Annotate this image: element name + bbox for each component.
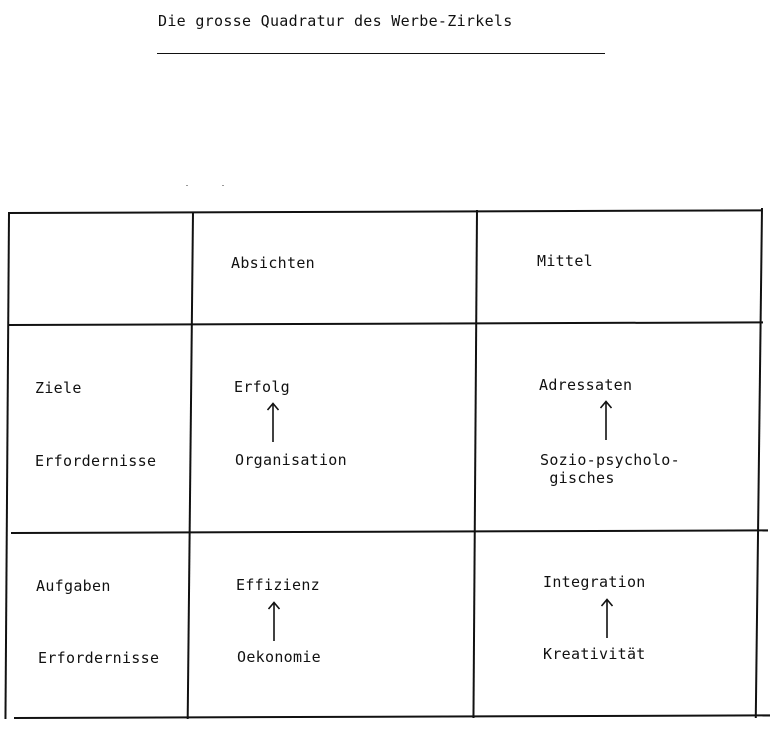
row-label-erfordernisse: Erfordernisse [38,649,160,667]
cell-adressaten: Adressaten [539,376,633,394]
title-underline [157,53,605,54]
document-title: Die grosse Quadratur des Werbe-Zirkels [158,12,513,30]
cell-effizienz: Effizienz [236,576,320,594]
row-label-erfordernisse: Erfordernisse [35,452,157,470]
table-column-divider [187,212,194,719]
up-arrow-icon [600,400,612,440]
table-border-right [755,208,763,718]
table-border-left [4,212,10,719]
scan-speck [186,185,188,186]
table-column-divider [472,210,478,718]
up-arrow-icon [601,598,613,638]
row-label-aufgaben: Aufgaben [36,577,111,595]
scan-speck [222,185,224,186]
table-border-top [8,209,762,214]
column-header-mittel: Mittel [537,252,593,270]
row-label-ziele: Ziele [35,379,82,397]
cell-organisation: Organisation [235,451,347,469]
table-row-divider [9,321,763,326]
cell-kreativitaet: Kreativität [543,645,646,663]
cell-erfolg: Erfolg [234,378,290,396]
up-arrow-icon [268,601,280,641]
table-row-divider [11,529,768,534]
table-border-bottom [14,714,770,719]
cell-oekonomie: Oekonomie [237,648,321,666]
cell-integration: Integration [543,573,646,591]
column-header-absichten: Absichten [231,254,315,272]
cell-sozio-psychologisches: Sozio-psycholo- gisches [540,451,680,487]
up-arrow-icon [267,402,279,442]
